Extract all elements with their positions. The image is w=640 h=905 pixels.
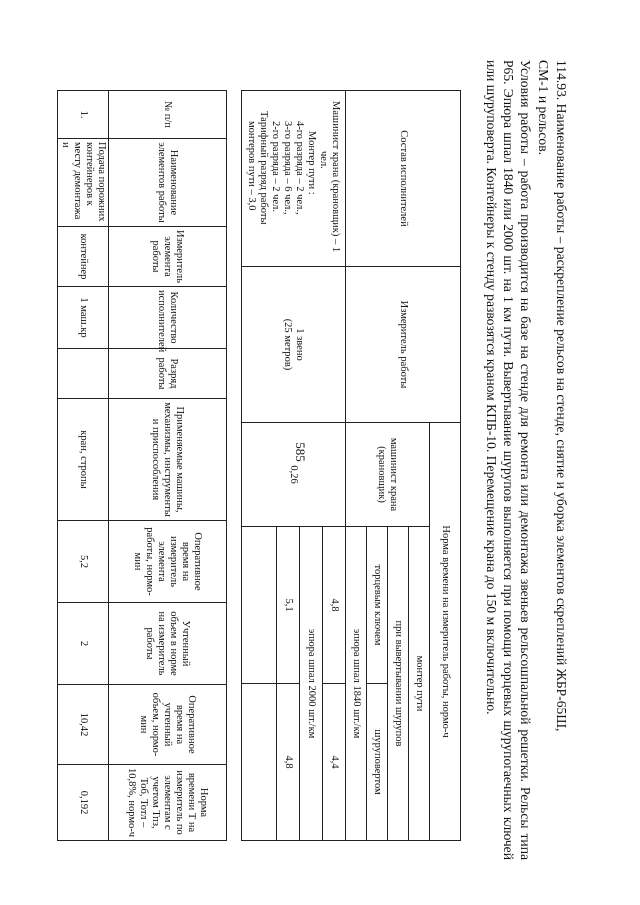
row-equipment: кран, стропы [58,399,109,521]
row-work-grade [58,349,109,399]
norm-screwdriver-2000: 4,8 [276,684,299,841]
row-time-norm: 0,192 [58,765,109,841]
header-operative-time: Оперативное время на измеритель элемента работы, нормо-мин [109,521,227,603]
rotated-page-content [60,60,570,860]
norm-wrench-1840: 4,8 [322,527,345,684]
header-element-name: Наименование элементов работы [109,139,227,227]
header-crew: Состав исполнителей [345,91,460,267]
row-element-unit: контейнер [58,227,109,287]
row-element-name: Подача порожних контейнеров к месту демонтажа и [58,139,109,227]
header-operator: машинист крана (крановщик) [345,423,429,527]
header-epure-2000: эпюра шпал 2000 шт./км [299,527,322,841]
header-operative-time-total: Оперативное время на учтенный объем, нормо-мин [109,685,227,765]
crew-composition: Машинист крана (крановщик) – 1 чел. Монтер пути : 4-го разряда – 2 чел., 3-го разряда – 6 чел., 2-го разряда – 2 чел. Тарифный разряд работы монтеров пути – 3,0 [242,91,346,267]
work-meter: 1 звено (25 метров) [242,267,346,423]
title-line: 114.93. Наименование работы – раскрепление рельсов на стенде, снятие и уборка элементов скреплений ЖБР-65Ш, [554,60,569,732]
header-screwdriver: шуруповертом [366,684,387,841]
header-norm: Норма времени на измеритель работы, нормо-ч [429,423,460,841]
header-worker-count: Количество исполнителей [109,287,227,349]
header-counted-volume: Учтенный объем в норме на измеритель работы [109,603,227,685]
norm-wrench-2000: 5,1 [276,527,299,684]
header-equipment: Применяемые машины, механизмы, инструменты и приспособления [109,399,227,521]
header-work-grade: Разряд работы [109,349,227,399]
row-operative-time-total: 10,42 [58,685,109,765]
header-wrench: торцевым ключем [366,527,387,684]
row-counted-volume: 2 [58,603,109,685]
elements-table [57,90,227,841]
header-element-unit: Измеритель элемента работы [109,227,227,287]
header-unscrew: при вывертывании шурупов [387,527,408,841]
norm-screwdriver-1840: 4,4 [322,684,345,841]
page-number: 585 [293,442,308,462]
title-line-2: СМ-1 и рельсов. [536,60,551,156]
header-number: № п/п [109,91,227,139]
row-number: 1. [58,91,109,139]
header-time-norm: Норма времени Т на измеритель по элементам с учетом Тпз, Тоб, Тотл – 10,8%, нормо-ч [109,765,227,841]
header-meter: Измеритель работы [345,267,460,423]
work-conditions: Условия работы – работа производится на базе на стенде для ремонта или демонтажа звеньев рельсошпальной решетки. Рельсы типа Р65. Эпюра шпал 1840 или 2000 шт. на 1 км пути. Вывертывание шурупов выполняется при помощи торцевых шурупогаечных ключей или шуруповерта. Контейнеры к стенду развозятся краном КПБ-10. Перемещение крана до 150 м включительно. [484,60,533,860]
operator-norm: 0,26 [242,423,346,527]
norm-table [241,90,461,841]
row-operative-time: 5,2 [58,521,109,603]
row-worker-count: 1 маш.кр [58,287,109,349]
header-fitter: монтер пути [408,527,429,841]
header-epure-1840: эпюра шпал 1840 шт./км [345,527,366,841]
